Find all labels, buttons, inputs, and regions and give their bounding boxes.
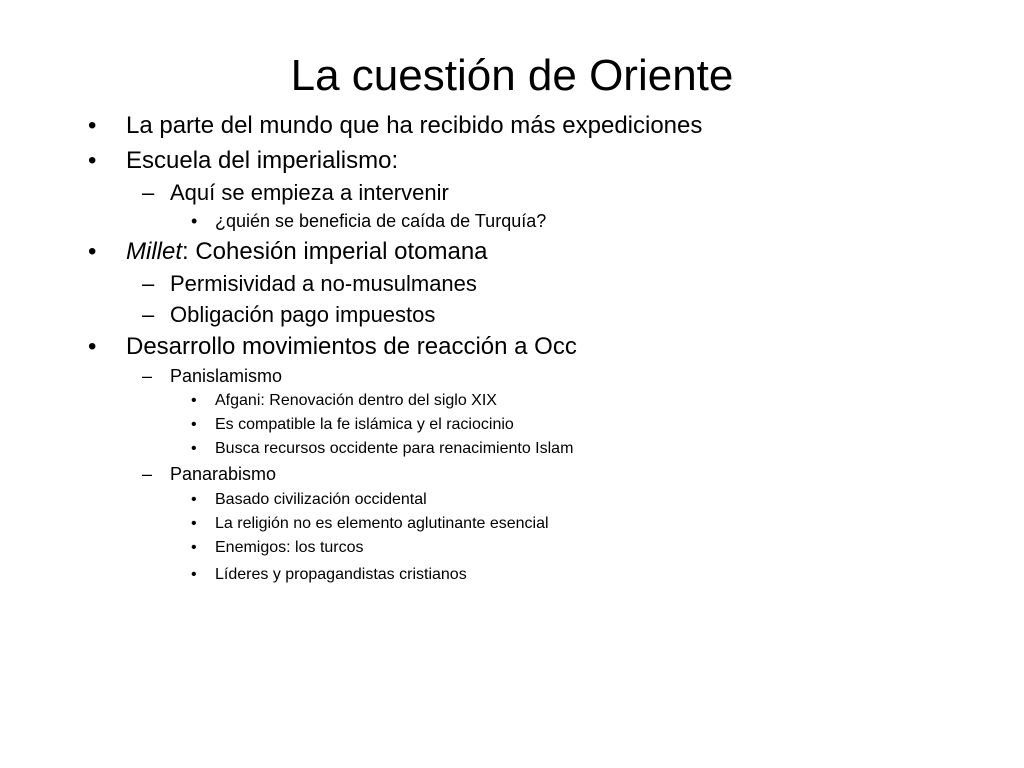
list-item-desarrollo-movimientos: Desarrollo movimientos de reacción a Occ: [126, 333, 577, 360]
millet-term: Millet: [126, 238, 183, 265]
list-subsubitem-enemigos: Enemigos: los turcos: [215, 539, 364, 556]
millet-description: : Cohesión imperial otomana: [182, 238, 488, 265]
dash-marker: –: [142, 464, 153, 484]
list-subsubitem-afgani: Afgani: Renovación dentro del siglo XIX: [215, 392, 497, 409]
dash-marker: –: [142, 271, 155, 296]
bullet-marker: •: [88, 333, 97, 360]
list-subitem-intervenir: Aquí se empieza a intervenir: [170, 180, 449, 205]
dash-marker: –: [142, 302, 155, 327]
bullet-marker: •: [88, 147, 97, 174]
bullet-marker: •: [191, 515, 197, 532]
list-subsubitem-religion: La religión no es elemento aglutinante esencial: [215, 515, 549, 532]
bullet-marker: •: [191, 211, 198, 231]
list-subsubitem-turquia: ¿quién se beneficia de caída de Turquía?: [215, 211, 547, 231]
bullet-marker: •: [88, 112, 97, 139]
bullet-marker: •: [191, 566, 197, 583]
list-subitem-panarabismo: Panarabismo: [170, 464, 277, 484]
bullet-marker: •: [191, 539, 197, 556]
list-item-millet: [126, 238, 488, 266]
bullet-marker: •: [191, 440, 197, 457]
list-subitem-panislamismo: Panislamismo: [170, 366, 283, 386]
bullet-marker: •: [191, 491, 197, 508]
list-subitem-permisividad: Permisividad a no-musulmanes: [170, 271, 477, 296]
dash-marker: –: [142, 180, 155, 205]
list-subsubitem-lideres: Líderes y propagandistas cristianos: [215, 566, 467, 583]
list-subitem-impuestos: Obligación pago impuestos: [170, 302, 436, 327]
list-item-expediciones: La parte del mundo que ha recibido más expediciones: [126, 112, 703, 139]
list-subsubitem-civilizacion: Basado civilización occidental: [215, 491, 427, 508]
bullet-marker: •: [88, 238, 97, 265]
dash-marker: –: [142, 366, 153, 386]
list-subsubitem-recursos-islam: Busca recursos occidente para renacimiento Islam: [215, 440, 574, 457]
bullet-marker: •: [191, 392, 197, 409]
list-item-escuela-imperialismo: Escuela del imperialismo:: [126, 147, 399, 174]
slide-title: La cuestión de Oriente: [290, 51, 734, 100]
list-subsubitem-fe-raciocinio: Es compatible la fe islámica y el raciocinio: [215, 416, 514, 433]
bullet-marker: •: [191, 416, 197, 433]
